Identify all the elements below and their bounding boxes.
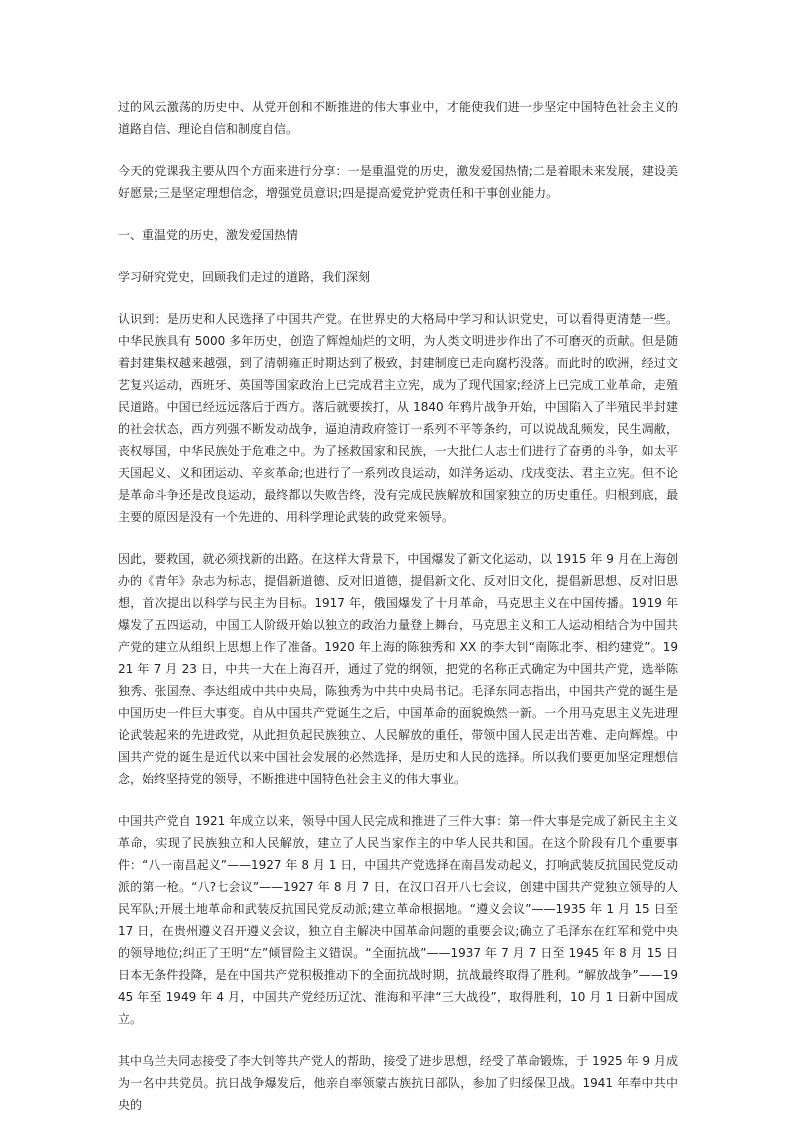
section-heading-one: 一、重温党的历史，激发爱国热情: [118, 228, 299, 242]
study-intro-paragraph: 学习研究党史，回顾我们走过的道路，我们深刻: [118, 270, 371, 284]
intro-paragraph-continued: 过的风云激荡的历史中、从党开创和不断推进的伟大事业中，才能使我们进一步坚定中国特色社会主义的道路自信、理论自信和制度自信。: [118, 100, 678, 136]
outline-paragraph: 今天的党课我主要从四个方面来进行分享：一是重温党的历史，激发爱国热情;二是着眼未来发展，建设美好愿景;三是坚定理想信念，增强党员意识;四是提高爱党护党责任和干事创业能力。: [118, 164, 678, 200]
three-events-paragraph: 中国共产党自 1921 年成立以来，领导中国人民完成和推进了三件大事：第一件大事是完成了新民主主义革命，实现了民族独立和人民解放，建立了人民当家作主的中华人民共和国。在这个阶段有几个重要事件：“八一南昌起义”——1927 年 8 月 1 日，中国共产党选择在南昌发动起义，打响武装反抗国民党反动派的第一枪。“八?七会议”——1927 年 8 月 7 日，在汉口召开八七会议，创建中国共产党独立领导的人民军队;开展土地革命和武装反抗国民党反动派;建立革命根据地。“遵义会议”——1935 年 1 月 15 日至 17 日，在贵州遵义召开遵义会议，独立自主解决中国革命问题的重要会议;确立了毛泽东在红军和党中央的领导地位;纠正了王明“左”倾冒险主义错误。“全面抗战”——1937 年 7 月 7 日至 1945 年 8 月 15 日日本无条件投降，是在中国共产党积极推动下的全面抗战时期，抗战最终取得了胜利。“解放战争”——1945 年至 1949 年 4 月，中国共产党经历辽沈、淮海和平津“三大战役”，取得胜利，10 月 1 日新中国成立。: [118, 814, 678, 1026]
founding-paragraph: 因此，要救国，就必须找新的出路。在这样大背景下，中国爆发了新文化运动，以 1915 年 9 月在上海创办的《青年》杂志为标志，提倡新道德、反对旧道德，提倡新文化、反对旧文化，提倡新思想、反对旧思想，首次提出以科学与民主为目标。1917 年，俄国爆发了十月革命，马克思主义在中国传播。1919 年爆发了五四运动，中国工人阶级开始以独立的政治力量登上舞台，马克思主义和工人运动相结合为中国共产党的建立从组织上思想上作了准备。1920 年上海的陈独秀和 XX 的李大钊“南陈北李、相约建党”。1921 年 7 月 23 日，中共一大在上海召开，通过了党的纲领，把党的名称正式确定为中国共产党，选举陈独秀、张国焘、李达组成中共中央局，陈独秀为中共中央局书记。毛泽东同志指出，中国共产党的诞生是中国历史一件巨大事变。自从中国共产党诞生之后，中国革命的面貌焕然一新。一个用马克思主义先进理论武装起来的先进政党，从此担负起民族独立、人民解放的重任，带领中国人民走出苦难、走向辉煌。中国共产党的诞生是近代以来中国社会发展的必然选择，是历史和人民的选择。所以我们要更加坚定理想信念，始终坚持党的领导，不断推进中国特色社会主义的伟大事业。: [118, 552, 678, 786]
ulanhu-paragraph: 其中乌兰夫同志接受了李大钊等共产党人的帮助，接受了进步思想，经受了革命锻炼，于 1925 年 9 月成为一名中共党员。抗日战争爆发后，他亲自率领蒙古族抗日部队，参加了归绥保卫战。1941 年奉中共中央的: [118, 1054, 678, 1112]
document-body: [118, 96, 678, 1136]
history-paragraph: 认识到：是历史和人民选择了中国共产党。在世界史的大格局中学习和认识党史，可以看得更清楚一些。中华民族具有 5000 多年历史，创造了辉煌灿烂的文明，为人类文明进步作出了不可磨灭的贡献。但是随着封建集权越来越强，到了清朝雍正时期达到了极致，封建制度已走向腐朽没落。而此时的欧洲，经过文艺复兴运动，西班牙、英国等国家政治上已完成君主立宪，成为了现代国家;经济上已完成工业革命，走殖民道路。中国已经远远落后于西方。落后就要挨打，从 1840 年鸦片战争开始，中国陷入了半殖民半封建的社会状态，西方列强不断发动战争，逼迫清政府签订一系列不平等条约，可以说战乱频发，民生凋敝，丧权辱国，中华民族处于危难之中。为了拯救国家和民族，一大批仁人志士们进行了奋勇的斗争，如太平天国起义、义和团运动、辛亥革命;也进行了一系列改良运动，如洋务运动、戊戌变法、君主立宪。但不论是革命斗争还是改良运动，最终都以失败告终，没有完成民族解放和国家独立的历史重任。归根到底，最主要的原因是没有一个先进的、用科学理论武装的政党来领导。: [118, 312, 678, 524]
